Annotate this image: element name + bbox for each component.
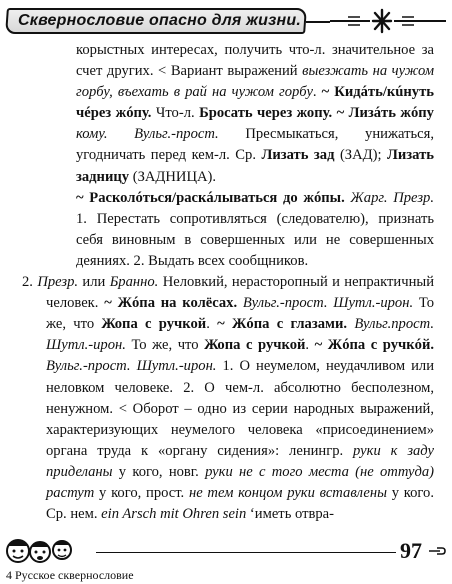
text-run: не тем концом руки вставлены <box>188 484 387 501</box>
page-number: 97 <box>400 538 422 563</box>
text-run: Бранно. <box>109 274 159 291</box>
text-run: . <box>305 337 315 354</box>
text-run: 1. Перестать сопротивляться (следователю), признать себя виновным в совершенных или не совершенных деяниях. 2. Выдать всех сообщников. <box>76 210 434 269</box>
text-run: . <box>206 316 218 333</box>
entry-paragraph-sense-2 <box>22 272 434 525</box>
text-run: ~ Жóпа с ручкóй. <box>314 337 435 354</box>
text-run: (ЗАДНИЦА). <box>129 168 217 185</box>
chapter-banner <box>5 8 307 34</box>
text-run: Жарг. Презр. <box>350 189 434 206</box>
text-run: ~ Расколóться/раскáлываться до жóпы. <box>76 189 345 206</box>
text-run: руки не с того места (не оттуда) растут <box>46 463 434 501</box>
text-run: Жопа с ручкой <box>101 316 207 333</box>
entry-paragraph-kidat <box>22 40 434 188</box>
pointing-hand-icon <box>428 544 448 558</box>
text-run: у кого, новг. <box>112 463 206 480</box>
text-run: Что-л. <box>151 105 200 122</box>
text-run: Жопа с ручкой <box>204 337 306 354</box>
text-run: Вульг.-прост. Шутл.-ирон. <box>46 358 217 375</box>
text-run: Вульг.прост. Шутл.-ирон. <box>46 316 434 354</box>
text-run: То же, что <box>46 295 435 333</box>
text-run: выезжать на чужом горбу, въехать в рай на чужом горбу <box>76 63 435 101</box>
text-run: То же, что <box>125 337 205 354</box>
text-run: ~ Жóпа с глазами. <box>217 316 348 333</box>
header-rule <box>306 21 330 23</box>
text-run: . <box>312 84 322 101</box>
text-run: ~ Кидáть/кúнуть чéрез жóпу. <box>76 84 434 122</box>
page-header <box>6 6 446 36</box>
text-run: Лизать задницу <box>76 147 434 185</box>
text-run: Лизать зад <box>261 147 335 164</box>
text-run: корыстных интересах, получить что-л. значительное за счет других. < Вариант выражений <box>76 42 434 80</box>
text-run: ‘иметь отвра- <box>246 506 335 523</box>
cartoon-kids-icon <box>4 534 94 568</box>
text-run: ~ Жóпа на колёсах. <box>104 295 238 312</box>
text-run: (ЗАД); <box>334 147 388 164</box>
text-run: у кого. Ср. нем. <box>46 484 434 523</box>
text-run: ein Arsch mit Ohren sein <box>101 506 247 523</box>
star-ornament-icon <box>330 6 446 36</box>
text-run: ~ Лизáть жóпу <box>336 105 434 122</box>
dictionary-text <box>22 40 434 525</box>
page-footer <box>0 530 452 584</box>
text-run: 2. <box>22 274 38 291</box>
text-run: Бросать через жопу. <box>199 105 333 122</box>
text-run: у кого, прост. <box>94 484 189 501</box>
running-footer: 4 Русское сквернословие <box>6 568 134 582</box>
footer-rule <box>96 552 396 553</box>
text-run: кому. Вульг.-прост. <box>76 126 219 143</box>
text-run: руки к заду приделаны <box>46 442 434 480</box>
text-run: Пресмыкаться, унижаться, угодничать перед кем-л. Ср. <box>76 126 434 164</box>
chapter-title: Сквернословие опасно для жизни. <box>18 12 301 29</box>
text-run: или <box>78 274 110 291</box>
text-run: 1. О неумелом, неудачливом или неловком человеке. 2. О чем-л. абсолютно бесполезном, ненужном. < Оборот – одно из серии народных выражений, характеризующих неумелого человека «присоединением» органа труда к «органу сидения»: ленингр. <box>46 358 435 459</box>
text-run: Неловкий, нерасторопный и непрактичный человек. <box>46 274 435 312</box>
text-run: Презр. <box>37 274 79 291</box>
entry-paragraph-raskolotsya <box>22 188 434 272</box>
text-run: Вульг.-прост. Шутл.-ирон. <box>242 295 414 312</box>
